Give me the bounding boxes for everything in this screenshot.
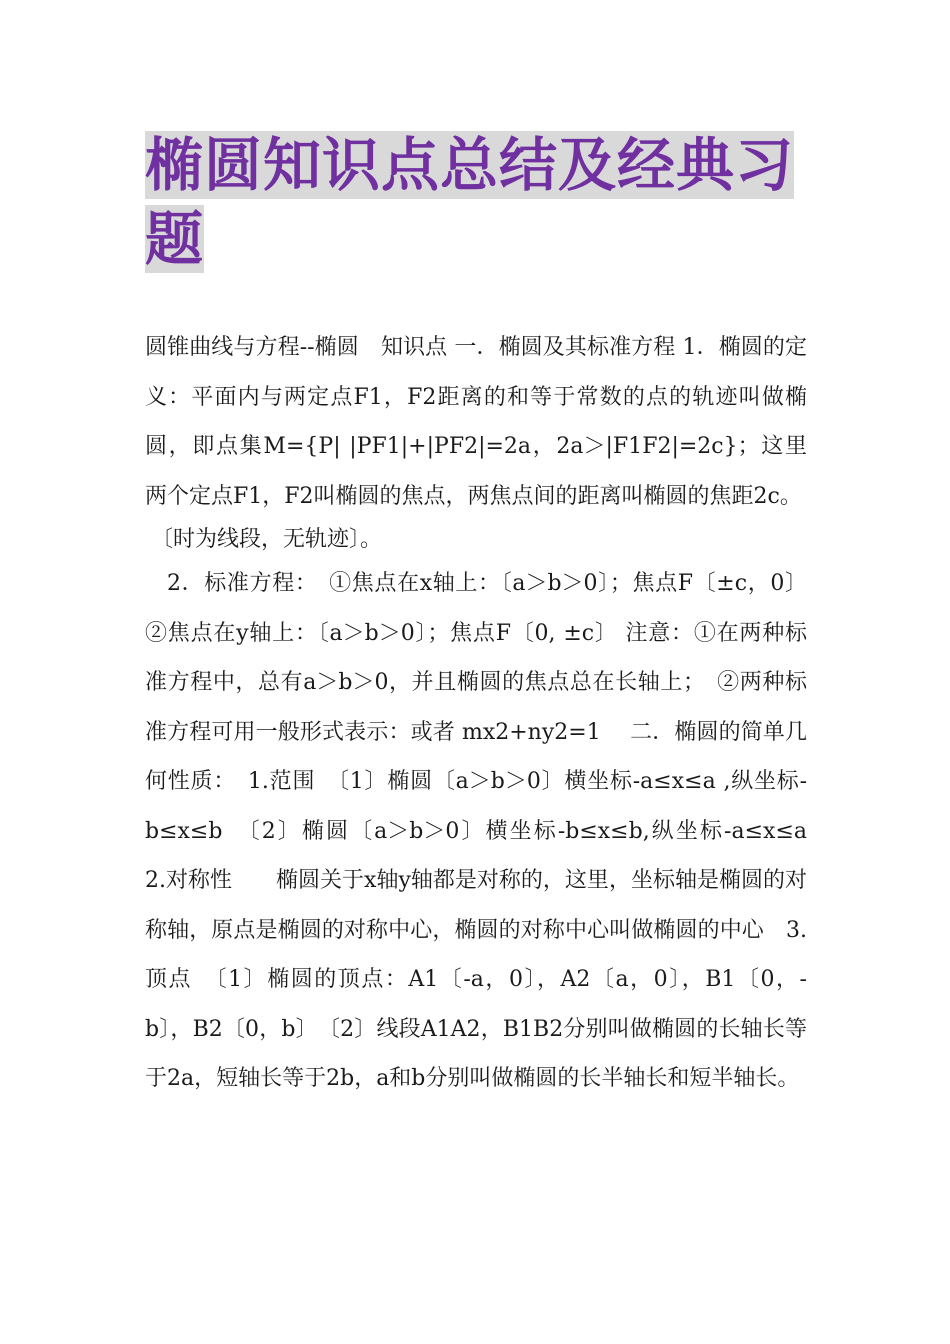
document-title	[145, 128, 810, 276]
paragraph-segment-note: 〔时为线段，无轨迹〕。	[151, 527, 383, 552]
paragraph-ellipse-definition: 圆锥曲线与方程--椭圆 知识点 一．椭圆及其标准方程 1．椭圆的定义：平面内与两定点F1，F2距离的和等于常数的点的轨迹叫做椭圆，即点集M={P| |PF1|+|PF2|=2a，2a＞|F1F2|=2c}；这里两个定点F1，F2叫椭圆的焦点，两焦点间的距离叫椭圆的焦距2c。	[145, 335, 807, 509]
document-body	[145, 323, 830, 1104]
paragraph-standard-equation-properties: 2．标准方程： ①焦点在x轴上：〔a＞b＞0〕；焦点F〔±c，0〕 ②焦点在y轴上：〔a＞b＞0〕；焦点F〔0, ±c〕 注意：①在两种标准方程中，总有a＞b＞0，并且椭圆的焦点总在长轴上； ②两种标准方程可用一般形式表示：或者 mx2+ny2=1 二．椭圆的简单几何性质： 1.范围 〔1〕椭圆〔a＞b＞0〕横坐标-a≤x≤a ,纵坐标-b≤x≤b 〔2〕椭圆〔a＞b＞0〕横坐标-b≤x≤b,纵坐标-a≤x≤a 2.对称性 椭圆关于x轴y轴都是对称的，这里，坐标轴是椭圆的对称轴，原点是椭圆的对称中心，椭圆的对称中心叫做椭圆的中心 3.顶点 〔1〕椭圆的顶点：A1〔-a，0〕，A2〔a，0〕，B1〔0，-b〕，B2〔0，b〕 〔2〕线段A1A2，B1B2分别叫做椭圆的长轴长等于2a，短轴长等于2b，a和b分别叫做椭圆的长半轴长和短半轴长。	[145, 571, 830, 1091]
document-title-text: 椭圆知识点总结及经典习题	[145, 131, 795, 273]
